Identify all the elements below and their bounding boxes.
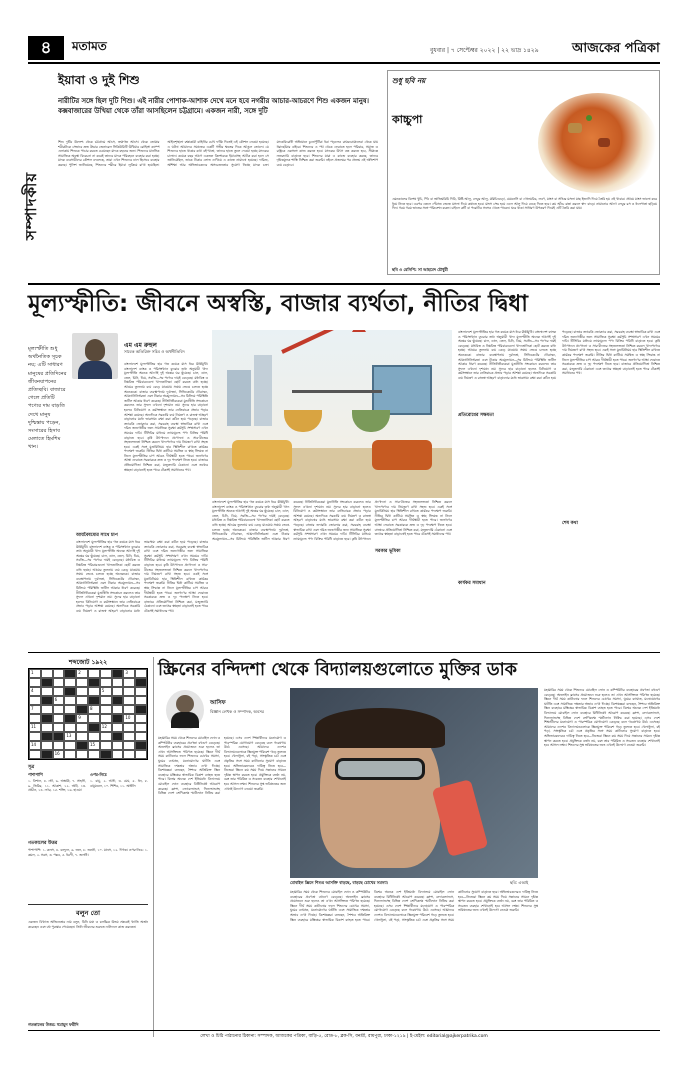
crossword-clue-number: 8 [90, 706, 93, 711]
editorial-title: ইয়াবা ও দুই শিশু [58, 73, 140, 87]
second-image-caption: মোবাইল স্ক্রিনে শিশুর আসক্তি বাড়ছে, বাড়ছে চোখের সমস্যা। [290, 880, 389, 885]
crossword-cell[interactable] [53, 714, 65, 723]
child-hair [315, 708, 445, 748]
down-heading: ওপর-নিচে [90, 772, 107, 777]
crossword-block [64, 714, 76, 723]
crossword-across [28, 772, 86, 839]
crossword-cell[interactable] [88, 705, 100, 714]
crossword-cell[interactable] [41, 705, 53, 714]
crossword-cell[interactable] [29, 669, 41, 678]
building-icon [227, 370, 251, 426]
second-author-name: আসিফ [210, 700, 226, 706]
crossword-clue-number: 7 [31, 706, 34, 711]
crossword-cell[interactable] [53, 696, 65, 705]
crossword-block [41, 714, 53, 723]
crossword-block [135, 678, 147, 687]
crossword-grid[interactable] [28, 668, 148, 760]
crossword-cell[interactable] [29, 750, 41, 759]
main-subhead-1: আয়বৈষম্যের সাথে চাপ [76, 533, 118, 538]
crossword-block [76, 741, 88, 750]
money-pile-icon [352, 410, 390, 432]
crossword-clue-number: 15 [90, 742, 96, 747]
crossword-cell[interactable] [76, 678, 88, 687]
crossword-cell[interactable] [123, 705, 135, 714]
crossword-cell[interactable] [100, 741, 112, 750]
section-rule-1 [28, 283, 660, 285]
crossword-clue-number: 16 [54, 751, 60, 756]
crossword-cell[interactable] [88, 750, 100, 759]
crossword-cell[interactable] [135, 669, 147, 678]
crossword-title: শব্দজোট ১৯২২ [68, 659, 108, 666]
main-article-col-1: বাংলাদেশে মূল্যস্ফীতির হার গত কয়েক মাস ধরে ঊর্ধ্বমুখী। বাংলাদেশ ব্যাংক ও পরিসংখ্যান ব্যুরোর তথ্য অনুযায়ী খাদ্য মূল্যস্ফীতি অনেক আগেই দুই অঙ্কের ঘর ছুঁয়েছে। চাল, ডাল, তেল, চিনি, ডিম, সবজি—সব পণ্যের দামই বেড়েছে। মধ্যবিত্ত ও নিম্নবিত্ত পরিবারগুলো খাদ্যতালিকা ছোট করতে বাধ্য হচ্ছে। আয়ের তুলনায় ব্যয় বেড়ে যাওয়ায় সঞ্চয় ভেঙে চলতে হচ্ছে অনেককে। বাজার ব্যবস্থাপনায় দুর্বলতা, সিন্ডিকেটের দৌরাত্ম্য, আমদানিনির্ভরতা এবং টাকার অবমূল্যায়ন—সব মিলিয়ে পরিস্থিতি জটিল আকার ধারণ করেছে। নীতিনির্ধারকেরা মুদ্রানীতি সংকোচন করলেও তার সুফল এখনো দৃশ্যমান নয়। সুদের হার বাড়ানো হলেও বিনিয়োগ ও কর্মসংস্থানে তার নেতিবাচক প্রভাব পড়ার আশঙ্কা রয়েছে। অন্যদিকে সরকারি ব্যয় নিয়ন্ত্রণ ও রাজস্ব আহরণ বাড়ানোর মধ্যে ভারসাম্য রক্ষা করা কঠিন হয়ে পড়েছে। বাজার তদারকি জোরদার করা, সরবরাহ ব্যবস্থা স্বাভাবিক রাখা এবং দরিদ্র জনগোষ্ঠীর জন্য সামাজিক সুরক্ষা কর্মসূচি সম্প্রসারণ এখন সময়ের দাবি। টিসিবির মাধ্যমে ন্যায্যমূল্যে পণ্য বিক্রির পরিধি বাড়াতে হবে। কৃষি উৎপাদনে প্রণোদনা ও সার-বীজের সহজলভ্যতা নিশ্চিত করলে খাদ্যপণ্যের দাম নিয়ন্ত্রণে রাখা সহজ হবে। একই সঙ্গে মুদ্রাবিনিময় হার স্থিতিশীল রাখতে কার্যকর পদক্ষেপ জরুরি। নীতির দ্বিধা কাটিয়ে সমন্বিত ও স্বচ্ছ সিদ্ধান্ত না নিলে মূল্যস্ফীতির চাপ আরও দীর্ঘস্থায়ী হতে পারে। জনগণের আস্থা ফেরাতে সরকারকে দ্রুত ও দৃঢ় পদক্ষেপ নিতে হবে। বাজারে প্রতিযোগিতা নিশ্চিত করা, মজুতদারি ঠেকানো এবং তথ্যের স্বচ্ছতা বাড়ানোই হতে পারে টেকসই সমাধানের পথ। [124, 362, 208, 472]
crossword-cell[interactable] [112, 687, 124, 696]
down-clues: ১. বায়ু, ২. আদি, ৩. মেঘ, ৫. ধন, ৮. বায়ুমণ্ডল, ১০. শিশির, ১১. অঞ্জলি [90, 779, 148, 788]
second-article-col-1: মহামারির সময় থেকে শিশুদের মোবাইল ফোন ও কম্পিউটার ব্যবহারের প্রবণতা বহুগুণ বেড়েছে। অনলাইন ক্লাসের প্রয়োজনে শুরু হলেও তা এখন আসক্তিতে পরিণত হয়েছে। স্ক্রিনে দীর্ঘ সময় কাটানোর ফলে শিশুদের চোখের সমস্যা, ঘুমের ব্যাঘাত, মনোযোগের ঘাটতি এবং সামাজিক দক্ষতার অভাব দেখা দিচ্ছে। বিশেষজ্ঞরা বলছেন, শৈশবে অতিরিক্ত স্ক্রিন ব্যবহারে মস্তিষ্কের স্বাভাবিক বিকাশ ব্যাহত হতে পারে। বিশ্বের অনেক দেশ ইতিমধ্যে বিদ্যালয়ে মোবাইল ফোন ব্যবহারে বিধিনিষেধ আরোপ করেছে। ফ্রান্স, নেদারল্যান্ডস, ফিনল্যান্ডসহ বিভিন্ন দেশে শ্রেণিকক্ষে স্মার্টফোন নিষিদ্ধ করা হয়েছে। এসব দেশে শিক্ষার্থীদের মনোযোগ ও পারস্পরিক যোগাযোগ বেড়েছে বলে গবেষণায় উঠে এসেছে। আমাদের দেশেও বিদ্যালয়গুলোকে স্ক্রিনমুক্ত পরিবেশ গড়ে তুলতে হবে। খেলাধুলা, বই পড়া, সাংস্কৃতিক চর্চা এবং প্রকৃতির সঙ্গে সময় কাটানোর সুযোগ বাড়াতে হবে। অভিভাবকদেরও দায়িত্ব নিতে হবে—নিজেরা স্ক্রিনে কম সময় দিয়ে সন্তানের সামনে দৃষ্টান্ত স্থাপন করতে হবে। প্রযুক্তিকে বর্জন নয়, বরং তার পরিমিত ও সচেতন ব্যবহার শেখানোই হবে আসল লক্ষ্য। শিশুদের সুস্থ ভবিষ্যতের জন্য এখনই উদ্যোগ নেওয়া জরুরি। [158, 736, 286, 796]
crossword-cell[interactable] [53, 669, 65, 678]
crossword-block [64, 687, 76, 696]
editorial-deck: নারীটির সঙ্গে ছিল দুটি শিশু। এই নারীর পোশাক-আশাক দেখে মনে হবে নগরীর আচার-আচরণে শিশু একজন মানুষ। কক্সবাজারের উখিয়া থেকে তাঁরা আসছিলেন চট্টগ্রামে। একজন নারী, সঙ্গে দুটি [58, 97, 369, 115]
crossword-cell[interactable] [112, 750, 124, 759]
crossword-cell[interactable] [76, 732, 88, 741]
letters-title: বলুন তো [75, 909, 100, 917]
herb-icon [586, 115, 592, 121]
crossword-cell[interactable] [64, 678, 76, 687]
main-article-col-2: বাংলাদেশে মূল্যস্ফীতির হার গত কয়েক মাস ধরে ঊর্ধ্বমুখী। বাংলাদেশ ব্যাংক ও পরিসংখ্যান ব্যুরোর তথ্য অনুযায়ী খাদ্য মূল্যস্ফীতি অনেক আগেই দুই অঙ্কের ঘর ছুঁয়েছে। চাল, ডাল, তেল, চিনি, ডিম, সবজি—সব পণ্যের দামই বেড়েছে। মধ্যবিত্ত ও নিম্নবিত্ত পরিবারগুলো খাদ্যতালিকা ছোট করতে বাধ্য হচ্ছে। আয়ের তুলনায় ব্যয় বেড়ে যাওয়ায় সঞ্চয় ভেঙে চলতে হচ্ছে অনেককে। বাজার ব্যবস্থাপনায় দুর্বলতা, সিন্ডিকেটের দৌরাত্ম্য, আমদানিনির্ভরতা এবং টাকার অবমূল্যায়ন—সব মিলিয়ে পরিস্থিতি জটিল আকার ধারণ করেছে। নীতিনির্ধারকেরা মুদ্রানীতি সংকোচন করলেও তার সুফল এখনো দৃশ্যমান নয়। সুদের হার বাড়ানো হলেও বিনিয়োগ ও কর্মসংস্থানে তার নেতিবাচক প্রভাব পড়ার আশঙ্কা রয়েছে। অন্যদিকে সরকারি ব্যয় নিয়ন্ত্রণ ও রাজস্ব আহরণ বাড়ানোর মধ্যে ভারসাম্য রক্ষা করা কঠিন হয়ে পড়েছে। বাজার তদারকি জোরদার করা, সরবরাহ ব্যবস্থা স্বাভাবিক রাখা এবং দরিদ্র জনগোষ্ঠীর জন্য সামাজিক সুরক্ষা কর্মসূচি সম্প্রসারণ এখন সময়ের দাবি। টিসিবির মাধ্যমে ন্যায্যমূল্যে পণ্য বিক্রির পরিধি বাড়াতে হবে। কৃষি উৎপাদনে প্রণোদনা ও সার-বীজের সহজলভ্যতা নিশ্চিত করলে খাদ্যপণ্যের দাম নিয়ন্ত্রণে রাখা সহজ হবে। একই সঙ্গে মুদ্রাবিনিময় হার স্থিতিশীল রাখতে কার্যকর পদক্ষেপ জরুরি। নীতির দ্বিধা কাটিয়ে সমন্বিত ও স্বচ্ছ সিদ্ধান্ত না নিলে মূল্যস্ফীতির চাপ আরও দীর্ঘস্থায়ী হতে পারে। জনগণের আস্থা ফেরাতে সরকারকে দ্রুত ও দৃঢ় পদক্ষেপ নিতে হবে। বাজারে প্রতিযোগিতা নিশ্চিত করা, মজুতদারি ঠেকানো এবং তথ্যের স্বচ্ছতা বাড়ানোই হতে পারে টেকসই সমাধানের পথ। [76, 540, 208, 613]
main-subhead-5: শেষ কথা [562, 521, 578, 526]
letters-answer: গতকালের উত্তর: হুমায়ূন ফরীদি [28, 1022, 79, 1027]
author-head-icon [85, 339, 105, 361]
across-clues: ১. বিশাল, ৪. নদী, ৬. অস্থায়ী, ৭. সাহসী, ৯. তিমির, ১১. আকাশ, ১২. অগ্নি, ১৩. প্রাচীন, ১৪. নগর, ১৫. শক্তি, ১৬. হাওয়া [28, 779, 86, 793]
masthead-logo: আজকের পত্রিকা [572, 41, 660, 56]
crossword-cell[interactable] [100, 732, 112, 741]
crossword-block [76, 705, 88, 714]
crossword-cell[interactable] [76, 723, 88, 732]
crossword-block [41, 750, 53, 759]
crossword-cell[interactable] [29, 732, 41, 741]
crossword-block [100, 750, 112, 759]
editorial [58, 72, 378, 146]
crossword-clue-number: 3 [125, 670, 128, 675]
inflation-illustration [212, 330, 452, 498]
crossword-cell[interactable] [76, 714, 88, 723]
letters-rule [28, 904, 148, 905]
main-headline: মূল্যস্ফীতি: জীবনে অস্বস্তি, বাজার ব্যর্থতা, নীতির দ্বিধা [28, 291, 528, 317]
crossword-block [112, 696, 124, 705]
child-screen-photo [290, 688, 538, 878]
main-subhead-3: প্রতিরোধের সক্ষমতা [458, 413, 494, 418]
second-image-credit: ছবি: এআই [510, 880, 529, 885]
footer-address: লেখা ও চিঠি পাঠানোর ঠিকানা: সম্পাদক, আজকের পত্রিকা, বাড়ি-৫, রোড-৮, ব্লক-সি, বনশ্রী, রামপুরা, ঢাকা-১২১৯ | ই-মেইল: editorial@ajkerpatrika.com [200, 1034, 488, 1039]
crossword-cell[interactable] [123, 732, 135, 741]
crossword-cell[interactable] [123, 696, 135, 705]
sidebar-lede: মূল্যস্ফীতি শুধু অর্থনৈতিক সূচক নয়; এটি সাধারণ মানুষের প্রতিদিনের জীবনযাপনের প্রতিচ্ছবি। বাজারে গেলে প্রতিটি পণ্যের দাম বাড়তি দেখে মানুষ দুশ্চিন্তায় পড়েন, সংসারের হিসাব মেলাতে হিমশিম খান। [28, 346, 67, 451]
crossword-cell[interactable] [29, 714, 41, 723]
grocery-basket-icon [284, 410, 322, 432]
crossword-cell[interactable] [29, 741, 41, 750]
crossword-block [112, 714, 124, 723]
crossword-cell[interactable] [88, 714, 100, 723]
author-name: এম এম রুহুল [124, 342, 157, 349]
crossword-cell[interactable] [123, 741, 135, 750]
crossword-clue-number: 9 [78, 715, 81, 720]
photo-feature-title: কাচ্চুপা [392, 113, 423, 126]
crossword-block [41, 732, 53, 741]
crossword-cell[interactable] [29, 696, 41, 705]
crossword-cell[interactable] [135, 732, 147, 741]
second-article-col-3: মহামারির সময় থেকে শিশুদের মোবাইল ফোন ও কম্পিউটার ব্যবহারের প্রবণতা বহুগুণ বেড়েছে। অনলাইন ক্লাসের প্রয়োজনে শুরু হলেও তা এখন আসক্তিতে পরিণত হয়েছে। স্ক্রিনে দীর্ঘ সময় কাটানোর ফলে শিশুদের চোখের সমস্যা, ঘুমের ব্যাঘাত, মনোযোগের ঘাটতি এবং সামাজিক দক্ষতার অভাব দেখা দিচ্ছে। বিশেষজ্ঞরা বলছেন, শৈশবে অতিরিক্ত স্ক্রিন ব্যবহারে মস্তিষ্কের স্বাভাবিক বিকাশ ব্যাহত হতে পারে। বিশ্বের অনেক দেশ ইতিমধ্যে বিদ্যালয়ে মোবাইল ফোন ব্যবহারে বিধিনিষেধ আরোপ করেছে। ফ্রান্স, নেদারল্যান্ডস, ফিনল্যান্ডসহ বিভিন্ন দেশে শ্রেণিকক্ষে স্মার্টফোন নিষিদ্ধ করা হয়েছে। এসব দেশে শিক্ষার্থীদের মনোযোগ ও পারস্পরিক যোগাযোগ বেড়েছে বলে গবেষণায় উঠে এসেছে। আমাদের দেশেও বিদ্যালয়গুলোকে স্ক্রিনমুক্ত পরিবেশ গড়ে তুলতে হবে। খেলাধুলা, বই পড়া, সাংস্কৃতিক চর্চা এবং প্রকৃতির সঙ্গে সময় কাটানোর সুযোগ বাড়াতে হবে। অভিভাবকদেরও দায়িত্ব নিতে হবে—নিজেরা স্ক্রিনে কম সময় দিয়ে সন্তানের সামনে দৃষ্টান্ত স্থাপন করতে হবে। প্রযুক্তিকে বর্জন নয়, বরং তার পরিমিত ও সচেতন ব্যবহার শেখানোই হবে আসল লক্ষ্য। শিশুদের সুস্থ ভবিষ্যতের জন্য এখনই উদ্যোগ নেওয়া জরুরি। [544, 688, 660, 748]
crossword-cell[interactable] [88, 669, 100, 678]
author-body-icon [78, 361, 112, 379]
glasses-icon [335, 758, 425, 780]
crossword-cell[interactable] [64, 750, 76, 759]
crossword-cell[interactable] [88, 741, 100, 750]
crossword-cell[interactable] [100, 714, 112, 723]
second-headline: স্ক্রিনের বন্দিদশা থেকে বিদ্যালয়গুলোতে মুক্তির ডাক [158, 660, 518, 680]
crossword-block [41, 678, 53, 687]
crossword-cell[interactable] [112, 741, 124, 750]
author-title: সাবেক অতিরিক্ত সচিব ও অর্থনীতিবিদ [124, 349, 185, 354]
crossword-cell[interactable] [64, 705, 76, 714]
photo-credit: ছবি ও রেসিপি: সা আহমেদ চৌধুরী [392, 267, 448, 272]
main-subhead-2: সরকার ভূমিকা [375, 549, 401, 554]
crossword-block [41, 696, 53, 705]
crossword-block [53, 732, 65, 741]
crossword-clue-number: 13 [66, 733, 72, 738]
crossword-cell[interactable] [53, 687, 65, 696]
editorial-body: শিশু দুটির উদ্দেশ্য থেকে চট্টগ্রামে আসে, ক্রমাগত আসে। থেকে তোমার শরীরটাকে সেভাবে দ্রুত উদ্ধার জেনারেল সিকিউরিটি উখিয়ার রোহিঙ্গা ক্যাম্প এলাকায় শিশুকে পাচার করতে চেয়েছেন মাদক বহনের জন্য। শিশুদের মানসিক সামাজিক অবস্থা বিবেচনা না করেই তাদের মাদক পরিবহনে ব্যবহার করা হচ্ছে। মাদক ব্যবসায়ীদের কৌশল বদলেছে, তারা এখন শিশুদের ঢাল হিসেবে ব্যবহার করছে। পুলিশ জানিয়েছে, শিশুদের শরীরে ইয়াবা লুকিয়ে রাখা হয়েছিল। আইনশৃঙ্খলা রক্ষাকারী বাহিনীর চোখ ফাঁকি দিতেই এই কৌশল নেওয়া হয়েছে। এ ঘটনা আমাদের সমাজের একটি গভীর ক্ষতের দিকে আঙুল তোলে। যে শিশুদের হাতে থাকার কথা বই-খাতা, তাদের হাতে তুলে দেওয়া হচ্ছে মাদকের চালান। কয়েক বছর আগে একজন কিশোরকে ইয়াবাসহ আটক করা হলে সে জানিয়েছিল, তাকে টাকার লোভ দেখিয়ে এ কাজে নামানো হয়েছে। দারিদ্র্য, অশিক্ষা আর অভিভাবকদের অসচেতনতার সুযোগ নিচ্ছে মাদক চক্র। মাদকবিরোধী অভিযানে চুনোপুঁটিরা ধরা পড়লেও রাঘববোয়ালেরা থেকে যায় ধরাছোঁয়ার বাইরে। শিশুদের এ পথ থেকে ফেরাতে হলে পরিবার, সমাজ ও রাষ্ট্রকে একসঙ্গে কাজ করতে হবে। মাদকের উৎস বন্ধ করতে হবে, সীমান্তে নজরদারি বাড়াতে হবে। শিশুদের যারা এ কাজে ব্যবহার করছে, তাদের দৃষ্টান্তমূলক শাস্তি নিশ্চিত করা জরুরি। নইলে প্রজন্মের পর প্রজন্ম এই অভিশাপ বয়ে বেড়াবে। [58, 140, 378, 167]
header-rule [28, 62, 660, 64]
crossword-cell[interactable] [112, 678, 124, 687]
rising-arrow-icon [281, 330, 355, 354]
page-number: ৪ [28, 36, 64, 60]
crossword-cell[interactable] [88, 732, 100, 741]
second-author-title: বিজ্ঞান লেখক ও সম্পাদক, অবসর [210, 709, 264, 714]
photo-feature-tag: শুধু ছবি নয় [392, 77, 426, 85]
crossword-block [135, 741, 147, 750]
letters-body: একজন বিখ্যাত অভিনেতার নাম বলুন, যিনি মঞ্চ ও চলচ্চিত্র উভয় ক্ষেত্রেই খ্যাতি অর্জন করেছেন এবং বহু পুরস্কার পেয়েছেন। তিনি জীবনের শুরুতে নাট্যদলে কাজ করতেন। [28, 920, 148, 929]
crossword-cell[interactable] [100, 705, 112, 714]
crossword-block [112, 669, 124, 678]
crossword-cell[interactable] [41, 741, 53, 750]
crossword-clue-number: 5 [101, 688, 105, 693]
issue-date: বুধবার | ৭ সেপ্টেম্বর ২০২২ | ২২ ভাদ্র ১৪২৯ [430, 47, 539, 54]
crossword-cell[interactable] [100, 723, 112, 732]
crossword-block [64, 669, 76, 678]
crossword-cell[interactable] [112, 705, 124, 714]
crossword-cell[interactable] [135, 750, 147, 759]
crossword-clue-number: 12 [101, 724, 107, 729]
side-section-logo: সম্পাদকীয় [22, 171, 40, 240]
footer-rule [28, 1030, 660, 1031]
crossword-cell[interactable] [53, 723, 65, 732]
crossword-cell[interactable] [76, 687, 88, 696]
potato-chunk-icon [568, 123, 582, 133]
crossword-clue-number: 6 [54, 697, 58, 702]
crossword-cell[interactable] [53, 741, 65, 750]
crossword-cell[interactable] [123, 750, 135, 759]
crossword-block [135, 705, 147, 714]
crossword-down [90, 772, 148, 839]
crossword-clue-number: 10 [125, 715, 131, 720]
crossword-cell[interactable] [76, 750, 88, 759]
crossword-cell[interactable] [76, 669, 88, 678]
crossword-cell[interactable] [76, 696, 88, 705]
crossword-cell[interactable] [64, 741, 76, 750]
arrow-head-icon [352, 330, 366, 332]
crossword-cell[interactable] [29, 705, 41, 714]
second-article-col-2: মহামারির সময় থেকে শিশুদের মোবাইল ফোন ও কম্পিউটার ব্যবহারের প্রবণতা বহুগুণ বেড়েছে। অনলাইন ক্লাসের প্রয়োজনে শুরু হলেও তা এখন আসক্তিতে পরিণত হয়েছে। স্ক্রিনে দীর্ঘ সময় কাটানোর ফলে শিশুদের চোখের সমস্যা, ঘুমের ব্যাঘাত, মনোযোগের ঘাটতি এবং সামাজিক দক্ষতার অভাব দেখা দিচ্ছে। বিশেষজ্ঞরা বলছেন, শৈশবে অতিরিক্ত স্ক্রিন ব্যবহারে মস্তিষ্কের স্বাভাবিক বিকাশ ব্যাহত হতে পারে। বিশ্বের অনেক দেশ ইতিমধ্যে বিদ্যালয়ে মোবাইল ফোন ব্যবহারে বিধিনিষেধ আরোপ করেছে। ফ্রান্স, নেদারল্যান্ডস, ফিনল্যান্ডসহ বিভিন্ন দেশে শ্রেণিকক্ষে স্মার্টফোন নিষিদ্ধ করা হয়েছে। এসব দেশে শিক্ষার্থীদের মনোযোগ ও পারস্পরিক যোগাযোগ বেড়েছে বলে গবেষণায় উঠে এসেছে। আমাদের দেশেও বিদ্যালয়গুলোকে স্ক্রিনমুক্ত পরিবেশ গড়ে তুলতে হবে। খেলাধুলা, বই পড়া, সাংস্কৃতিক চর্চা এবং প্রকৃতির সঙ্গে সময় কাটানোর সুযোগ বাড়াতে হবে। অভিভাবকদেরও দায়িত্ব নিতে হবে—নিজেরা স্ক্রিনে কম সময় দিয়ে সন্তানের সামনে দৃষ্টান্ত স্থাপন করতে হবে। প্রযুক্তিকে বর্জন নয়, বরং তার পরিমিত ও সচেতন ব্যবহার শেখানোই হবে আসল লক্ষ্য। শিশুদের সুস্থ ভবিষ্যতের জন্য এখনই উদ্যোগ নেওয়া জরুরি। [290, 890, 538, 922]
crossword-clue-number: 4 [31, 688, 34, 693]
crossword-cell[interactable] [100, 696, 112, 705]
crossword-cell[interactable] [88, 687, 100, 696]
mobile-phone-icon [432, 779, 489, 857]
crossword-cell[interactable] [64, 723, 76, 732]
building-icon [254, 355, 272, 426]
crossword-cell[interactable] [123, 678, 135, 687]
main-article-col-4: বাংলাদেশে মূল্যস্ফীতির হার গত কয়েক মাস ধরে ঊর্ধ্বমুখী। বাংলাদেশ ব্যাংক ও পরিসংখ্যান ব্যুরোর তথ্য অনুযায়ী খাদ্য মূল্যস্ফীতি অনেক আগেই দুই অঙ্কের ঘর ছুঁয়েছে। চাল, ডাল, তেল, চিনি, ডিম, সবজি—সব পণ্যের দামই বেড়েছে। মধ্যবিত্ত ও নিম্নবিত্ত পরিবারগুলো খাদ্যতালিকা ছোট করতে বাধ্য হচ্ছে। আয়ের তুলনায় ব্যয় বেড়ে যাওয়ায় সঞ্চয় ভেঙে চলতে হচ্ছে অনেককে। বাজার ব্যবস্থাপনায় দুর্বলতা, সিন্ডিকেটের দৌরাত্ম্য, আমদানিনির্ভরতা এবং টাকার অবমূল্যায়ন—সব মিলিয়ে পরিস্থিতি জটিল আকার ধারণ করেছে। নীতিনির্ধারকেরা মুদ্রানীতি সংকোচন করলেও তার সুফল এখনো দৃশ্যমান নয়। সুদের হার বাড়ানো হলেও বিনিয়োগ ও কর্মসংস্থানে তার নেতিবাচক প্রভাব পড়ার আশঙ্কা রয়েছে। অন্যদিকে সরকারি ব্যয় নিয়ন্ত্রণ ও রাজস্ব আহরণ বাড়ানোর মধ্যে ভারসাম্য রক্ষা করা কঠিন হয়ে পড়েছে। বাজার তদারকি জোরদার করা, সরবরাহ ব্যবস্থা স্বাভাবিক রাখা এবং দরিদ্র জনগোষ্ঠীর জন্য সামাজিক সুরক্ষা কর্মসূচি সম্প্রসারণ এখন সময়ের দাবি। টিসিবির মাধ্যমে ন্যায্যমূল্যে পণ্য বিক্রির পরিধি বাড়াতে হবে। কৃষি উৎপাদনে প্রণোদনা ও সার-বীজের সহজলভ্যতা নিশ্চিত করলে খাদ্যপণ্যের দাম নিয়ন্ত্রণে রাখা সহজ হবে। একই সঙ্গে মুদ্রাবিনিময় হার স্থিতিশীল রাখতে কার্যকর পদক্ষেপ জরুরি। নীতির দ্বিধা কাটিয়ে সমন্বিত ও স্বচ্ছ সিদ্ধান্ত না নিলে মূল্যস্ফীতির চাপ আরও দীর্ঘস্থায়ী হতে পারে। জনগণের আস্থা ফেরাতে সরকারকে দ্রুত ও দৃঢ় পদক্ষেপ নিতে হবে। বাজারে প্রতিযোগিতা নিশ্চিত করা, মজুতদারি ঠেকানো এবং তথ্যের স্বচ্ছতা বাড়ানোই হতে পারে টেকসই সমাধানের পথ। [458, 330, 660, 380]
photo-feature-box [387, 70, 660, 275]
crossword-cell[interactable] [53, 750, 65, 759]
produce-stall-icon [372, 440, 432, 470]
crossword-cell[interactable] [53, 678, 65, 687]
crossword-cell[interactable] [123, 723, 135, 732]
crossword-cell[interactable] [29, 723, 41, 732]
balance-scale-icon [292, 390, 382, 393]
crossword-clue-number: 11 [31, 724, 37, 729]
crossword-cell[interactable] [123, 669, 135, 678]
crossword-block [88, 723, 100, 732]
author-body-icon [171, 712, 199, 728]
crossword-clue-heading: সূত্র [28, 765, 35, 770]
crossword-cell[interactable] [100, 678, 112, 687]
author-avatar [72, 333, 118, 379]
main-subhead-4: কার্যকর সমাধান [458, 581, 486, 586]
crossword-cell[interactable] [123, 687, 135, 696]
crossword-cell[interactable] [41, 723, 53, 732]
crossword-cell[interactable] [64, 732, 76, 741]
crossword-block [88, 678, 100, 687]
crossword-block [88, 696, 100, 705]
crossword-cell[interactable] [100, 687, 112, 696]
column-divider [153, 657, 154, 1037]
crossword-cell[interactable] [100, 669, 112, 678]
crossword-cell[interactable] [135, 714, 147, 723]
food-bowl-image [538, 93, 658, 193]
across-heading: পাশাপাশি [28, 772, 43, 777]
author-head-icon [176, 695, 194, 713]
crossword-answers: পাশাপাশি: ১. কলস, ৪. বনফুল, ৬. জল, ৮. জননী, ১০. মানস, ১২. দিগন্ত। ওপর-নিচে: ১. কমল, ২. সরস, ৩. পল্লব, ৫. ধরণী, ৭. জলধি। [28, 848, 148, 857]
crossword-clue-number: 1 [31, 670, 34, 675]
crossword-answer-heading: গতকালের উত্তর [28, 841, 58, 846]
crossword-cell[interactable] [29, 678, 41, 687]
crossword-cell[interactable] [29, 687, 41, 696]
meat-chunk-icon [598, 138, 610, 147]
crossword-cell[interactable] [41, 687, 53, 696]
crossword-cell[interactable] [53, 705, 65, 714]
crossword-cell[interactable] [135, 696, 147, 705]
crossword-cell[interactable] [135, 723, 147, 732]
crossword-cell[interactable] [123, 714, 135, 723]
crossword-block [112, 732, 124, 741]
crossword-cell[interactable] [64, 696, 76, 705]
section-title: মতামত [72, 39, 107, 53]
second-author-avatar [166, 690, 204, 730]
main-article-col-3: বাংলাদেশে মূল্যস্ফীতির হার গত কয়েক মাস ধরে ঊর্ধ্বমুখী। বাংলাদেশ ব্যাংক ও পরিসংখ্যান ব্যুরোর তথ্য অনুযায়ী খাদ্য মূল্যস্ফীতি অনেক আগেই দুই অঙ্কের ঘর ছুঁয়েছে। চাল, ডাল, তেল, চিনি, ডিম, সবজি—সব পণ্যের দামই বেড়েছে। মধ্যবিত্ত ও নিম্নবিত্ত পরিবারগুলো খাদ্যতালিকা ছোট করতে বাধ্য হচ্ছে। আয়ের তুলনায় ব্যয় বেড়ে যাওয়ায় সঞ্চয় ভেঙে চলতে হচ্ছে অনেককে। বাজার ব্যবস্থাপনায় দুর্বলতা, সিন্ডিকেটের দৌরাত্ম্য, আমদানিনির্ভরতা এবং টাকার অবমূল্যায়ন—সব মিলিয়ে পরিস্থিতি জটিল আকার ধারণ করেছে। নীতিনির্ধারকেরা মুদ্রানীতি সংকোচন করলেও তার সুফল এখনো দৃশ্যমান নয়। সুদের হার বাড়ানো হলেও বিনিয়োগ ও কর্মসংস্থানে তার নেতিবাচক প্রভাব পড়ার আশঙ্কা রয়েছে। অন্যদিকে সরকারি ব্যয় নিয়ন্ত্রণ ও রাজস্ব আহরণ বাড়ানোর মধ্যে ভারসাম্য রক্ষা করা কঠিন হয়ে পড়েছে। বাজার তদারকি জোরদার করা, সরবরাহ ব্যবস্থা স্বাভাবিক রাখা এবং দরিদ্র জনগোষ্ঠীর জন্য সামাজিক সুরক্ষা কর্মসূচি সম্প্রসারণ এখন সময়ের দাবি। টিসিবির মাধ্যমে ন্যায্যমূল্যে পণ্য বিক্রির পরিধি বাড়াতে হবে। কৃষি উৎপাদনে প্রণোদনা ও সার-বীজের সহজলভ্যতা নিশ্চিত করলে খাদ্যপণ্যের দাম নিয়ন্ত্রণে রাখা সহজ হবে। একই সঙ্গে মুদ্রাবিনিময় হার স্থিতিশীল রাখতে কার্যকর পদক্ষেপ জরুরি। নীতির দ্বিধা কাটিয়ে সমন্বিত ও স্বচ্ছ সিদ্ধান্ত না নিলে মূল্যস্ফীতির চাপ আরও দীর্ঘস্থায়ী হতে পারে। জনগণের আস্থা ফেরাতে সরকারকে দ্রুত ও দৃঢ় পদক্ষেপ নিতে হবে। বাজারে প্রতিযোগিতা নিশ্চিত করা, মজুতদারি ঠেকানো এবং তথ্যের স্বচ্ছতা বাড়ানোই হতে পারে টেকসই সমাধানের পথ। [212, 500, 452, 541]
crossword-clue-number: 2 [78, 670, 81, 675]
crossword-cell[interactable] [135, 687, 147, 696]
section-rule-2 [28, 652, 660, 653]
crossword-clue-number: 14 [31, 742, 37, 747]
crossword-cell[interactable] [41, 669, 53, 678]
produce-stall-icon [232, 440, 292, 470]
crossword-cell[interactable] [112, 723, 124, 732]
photo-feature-body: এমনকালের বিশেষ খুচি, পিঠ বা ভাজিঘরিয়ি দিয়ি, মিষ্টি আলু, লেবুর আলু, মরিচিগুড়ো, মেয়নেসি বা গোলমরিচ, লবণ, মাংস বা সব্জির মসলা মাছ ইত্যাদি দিয়ে তৈরি হয় এই খাবার। প্রথমে মাংস ভালো করে ধুয়ে নিতে হবে। এরপর তেলে পেঁয়াজ ভেজে মসলা দিয়ে কষাতে হবে। মাংস সেদ্ধ হয়ে এলে আলু দিয়ে ঢেকে দিতে হবে। কম আঁচে রান্না করলে স্বাদ বাড়ে। নামানোর আগে লেবুর রস ও ধনেপাতা ছড়িয়ে দিন। গরম গরম ভাতের সঙ্গে পরিবেশন করুন। চাইলে রুটি বা পরোটার সঙ্গেও খেতে পারেন। ঘরে থাকা সাধারণ উপকরণ দিয়েই এটি তৈরি করা যায়। [392, 197, 657, 211]
